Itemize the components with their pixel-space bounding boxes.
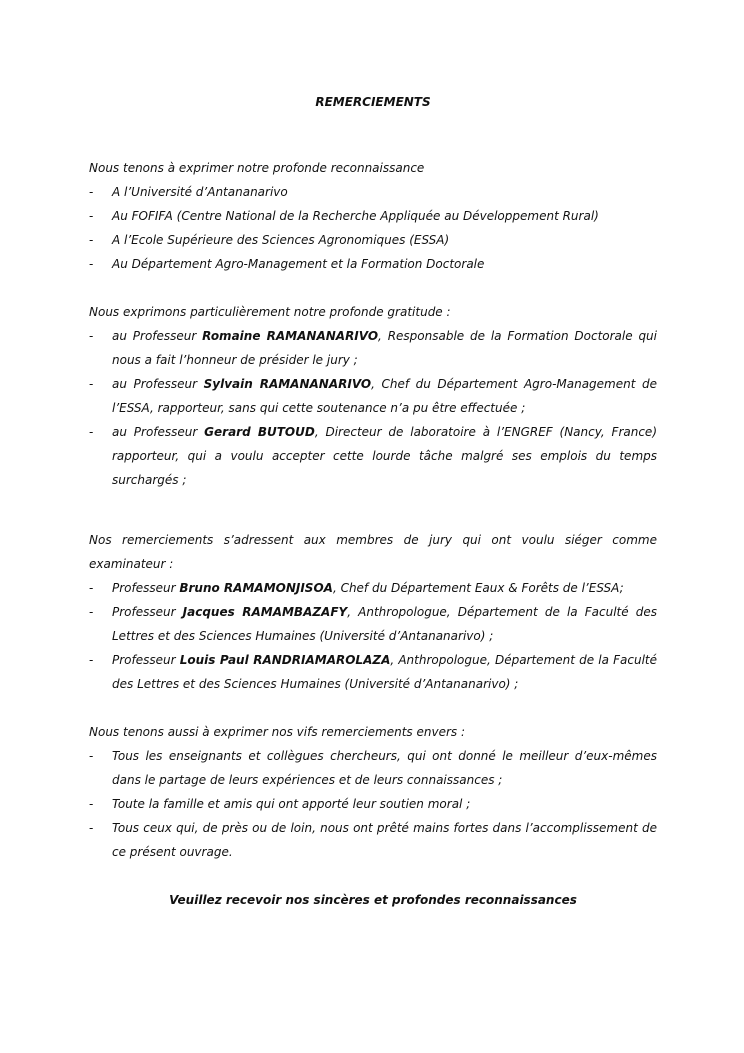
professor-list [89, 324, 657, 492]
section-thanks [89, 720, 657, 864]
person-name: Louis Paul RANDRIAMAROLAZA [179, 653, 391, 667]
list-item: - Professeur Jacques RAMAMBAZAFY, Anthropologue, Département de la Faculté des Lettres et des Sciences Humaines (Université d’Antananarivo) ; [89, 600, 657, 648]
closing-statement: Veuillez recevoir nos sincères et profondes reconnaissances [169, 893, 577, 907]
section-jury [89, 528, 657, 696]
list-item: - Toute la famille et amis qui ont apporté leur soutien moral ; [89, 792, 657, 816]
section-intro: Nous exprimons particulièrement notre profonde gratitude : [89, 305, 451, 319]
person-name: Gerard BUTOUD [204, 425, 315, 439]
list-item: - au Professeur Romaine RAMANANARIVO, Responsable de la Formation Doctorale qui nous a fait l’honneur de présider le jury ; [89, 324, 657, 372]
list-item: - au Professeur Sylvain RAMANANARIVO, Chef du Département Agro-Management de l’ESSA, rapporteur, sans qui cette soutenance n’a pu être effectuée ; [89, 372, 657, 420]
section-intro: Nous tenons aussi à exprimer nos vifs remerciements envers : [89, 725, 466, 739]
section-gratitude [89, 300, 657, 492]
list-item: - Professeur Louis Paul RANDRIAMAROLAZA, Anthropologue, Département de la Faculté des Lettres et des Sciences Humaines (Université d’Antananarivo) ; [89, 648, 657, 696]
person-name: Jacques RAMAMBAZAFY [182, 605, 348, 619]
thanks-list [89, 744, 657, 864]
list-item: - Professeur Bruno RAMAMONJISOA, Chef du Département Eaux & Forêts de l’ESSA; [89, 576, 657, 600]
list-item: - A l’Ecole Supérieure des Sciences Agronomiques (ESSA) [89, 228, 657, 252]
section-intro: Nous tenons à exprimer notre profonde reconnaissance [89, 161, 425, 175]
list-item: - au Professeur Gerard BUTOUD, Directeur de laboratoire à l’ENGREF (Nancy, France) rapporteur, qui a voulu accepter cette lourde tâche malgré ses emplois du temps surchargés ; [89, 420, 657, 492]
person-name: Romaine RAMANANARIVO [202, 329, 379, 343]
page-title: REMERCIEMENTS [315, 95, 431, 109]
person-name: Sylvain RAMANANARIVO [203, 377, 372, 391]
institution-list [89, 180, 657, 276]
list-item: - Au FOFIFA (Centre National de la Recherche Appliquée au Développement Rural) [89, 204, 657, 228]
jury-list [89, 576, 657, 696]
section-intro: Nos remerciements s’adressent aux membres de jury qui ont voulu siéger comme examinateur : [89, 533, 657, 571]
list-item: - Tous ceux qui, de près ou de loin, nous ont prêté mains fortes dans l’accomplissement de ce présent ouvrage. [89, 816, 657, 864]
list-item: - Au Département Agro-Management et la Formation Doctorale [89, 252, 657, 276]
person-name: Bruno RAMAMONJISOA [179, 581, 333, 595]
section-institutions [89, 156, 657, 276]
document-page [89, 92, 657, 912]
list-item: - A l’Université d’Antananarivo [89, 180, 657, 204]
list-item: - Tous les enseignants et collègues chercheurs, qui ont donné le meilleur d’eux-mêmes dans le partage de leurs expériences et de leurs connaissances ; [89, 744, 657, 792]
